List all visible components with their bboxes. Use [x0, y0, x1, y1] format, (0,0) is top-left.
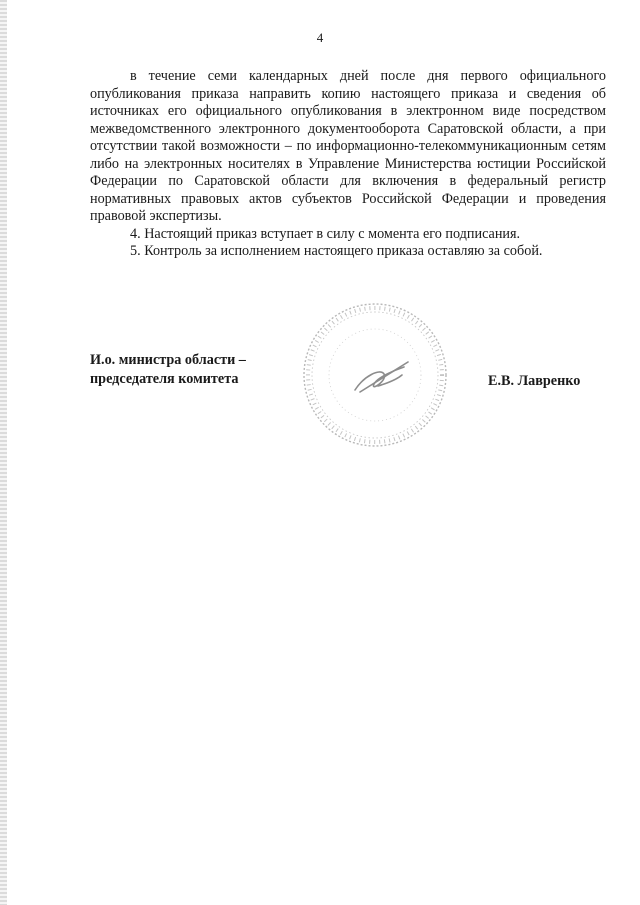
- signatory-title: [90, 351, 246, 389]
- signatory-title-line-1: И.о. министра области –: [90, 352, 246, 368]
- seal-stamp-icon: [300, 300, 450, 450]
- item-4: 4. Настоящий приказ вступает в силу с момента его подписания.: [130, 225, 521, 242]
- document-body: [90, 68, 606, 261]
- signatory-title-line-2: председателя комитета: [90, 371, 239, 387]
- signatory-name: Е.В. Лавренко: [488, 373, 581, 389]
- handwritten-signature: [355, 362, 408, 392]
- main-paragraph: в течение семи календарных дней после дня первого официального опубликования приказа направить копию настоящего приказа и сведения об источниках его официального опубликования в электронном виде посредством межведомственного электронного документооборота Саратовской области, а при отсутствии такой возможности – по информационно-телекоммуникационным сетям либо на электронных носителях в Управление Министерства юстиции Российской Федерации по Саратовской области для включения в федеральный регистр нормативных правовых актов субъектов Российской Федерации и проведения правовой экспертизы.: [90, 68, 606, 224]
- item-5: 5. Контроль за исполнением настоящего приказа оставляю за собой.: [130, 243, 543, 259]
- page-number: 4: [316, 30, 324, 45]
- scan-edge: [0, 0, 7, 905]
